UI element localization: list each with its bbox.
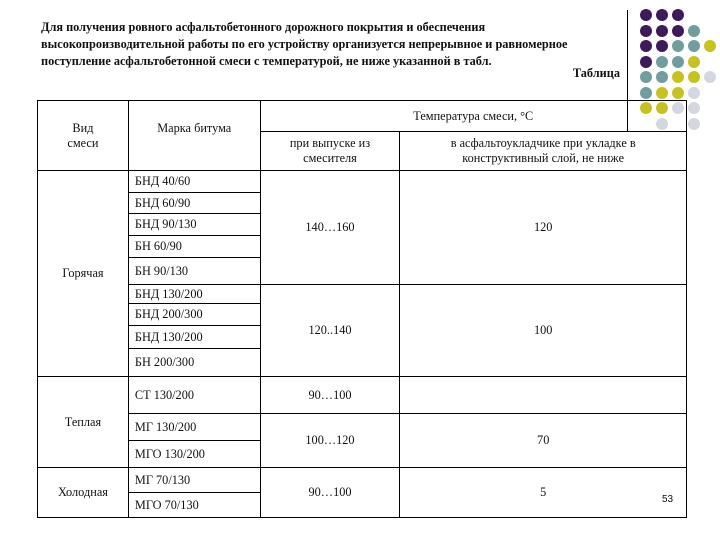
decor-dot <box>656 40 668 52</box>
grade-cell: БНД 130/200 <box>128 326 260 349</box>
decor-dot <box>656 25 668 37</box>
table-label: Таблица <box>572 66 620 80</box>
decor-dot <box>672 71 684 83</box>
grade-cell: МГО 130/200 <box>128 441 260 468</box>
decor-dot <box>688 56 700 68</box>
release-temp-cell: 90…100 <box>260 377 400 414</box>
laying-temp-cell: 70 <box>400 414 687 468</box>
grade-cell: БН 60/90 <box>128 236 260 258</box>
decor-dot <box>640 25 652 37</box>
laying-temp-cell <box>400 377 687 414</box>
grade-cell: БНД 130/200 <box>128 285 260 304</box>
decor-dot <box>672 9 684 21</box>
release-temp-cell: 100…120 <box>260 414 400 468</box>
decor-dot <box>704 40 716 52</box>
laying-temp-cell: 100 <box>400 285 687 377</box>
decor-dot <box>672 56 684 68</box>
mix-type-hot: Горячая <box>38 171 129 377</box>
laying-temp-cell: 5 <box>400 468 687 518</box>
header-at-laying: в асфальтоукладчике при укладке в конструктивный слой, не ниже <box>400 132 687 171</box>
decor-dot <box>688 25 700 37</box>
grade-cell: БН 200/300 <box>128 349 260 377</box>
decor-dot <box>688 40 700 52</box>
grade-cell: БН 90/130 <box>128 258 260 285</box>
release-temp-cell: 140…160 <box>260 171 400 285</box>
grade-cell: МГ 70/130 <box>128 468 260 493</box>
decor-dot <box>672 25 684 37</box>
temperature-table <box>37 100 687 518</box>
decor-dot <box>640 40 652 52</box>
release-temp-cell: 90…100 <box>260 468 400 518</box>
release-temp-cell: 120..140 <box>260 285 400 377</box>
decor-dot <box>688 87 700 99</box>
decor-dot <box>672 87 684 99</box>
intro-paragraph: Для получения ровного асфальтобетонного дорожного покрытия и обеспечения высокопроизводительной работы по его устройству организуется непрерывное и равномерное поступление асфальтобетонной смеси с температурой, не ниже указанной в табл. <box>41 20 568 68</box>
grade-cell: БНД 200/300 <box>128 304 260 326</box>
decor-dot <box>704 71 716 83</box>
decor-dot <box>688 118 700 130</box>
mix-type-warm: Теплая <box>38 377 129 468</box>
decor-dot <box>656 56 668 68</box>
decor-dot <box>688 71 700 83</box>
page-number: 53 <box>662 494 674 505</box>
grade-cell: СТ 130/200 <box>128 377 260 414</box>
header-mix-type: Вид смеси <box>38 101 129 171</box>
decor-dot <box>640 87 652 99</box>
grade-cell: МГО 70/130 <box>128 493 260 518</box>
decor-dot <box>640 9 652 21</box>
header-temperature: Температура смеси, °С <box>260 101 686 132</box>
decor-dot <box>656 9 668 21</box>
header-bitumen-grade: Марка битума <box>128 101 260 171</box>
header-at-release: при выпуске из смесителя <box>260 132 400 171</box>
decor-dot <box>656 87 668 99</box>
grade-cell: МГ 130/200 <box>128 414 260 441</box>
laying-temp-cell: 120 <box>400 171 687 285</box>
mix-type-cold: Холодная <box>38 468 129 518</box>
decor-dot <box>688 102 700 114</box>
decor-dot <box>672 40 684 52</box>
grade-cell: БНД 60/90 <box>128 193 260 214</box>
grade-cell: БНД 40/60 <box>128 171 260 193</box>
decor-dot <box>640 71 652 83</box>
decor-dot <box>656 71 668 83</box>
grade-cell: БНД 90/130 <box>128 214 260 236</box>
decor-dot <box>640 56 652 68</box>
